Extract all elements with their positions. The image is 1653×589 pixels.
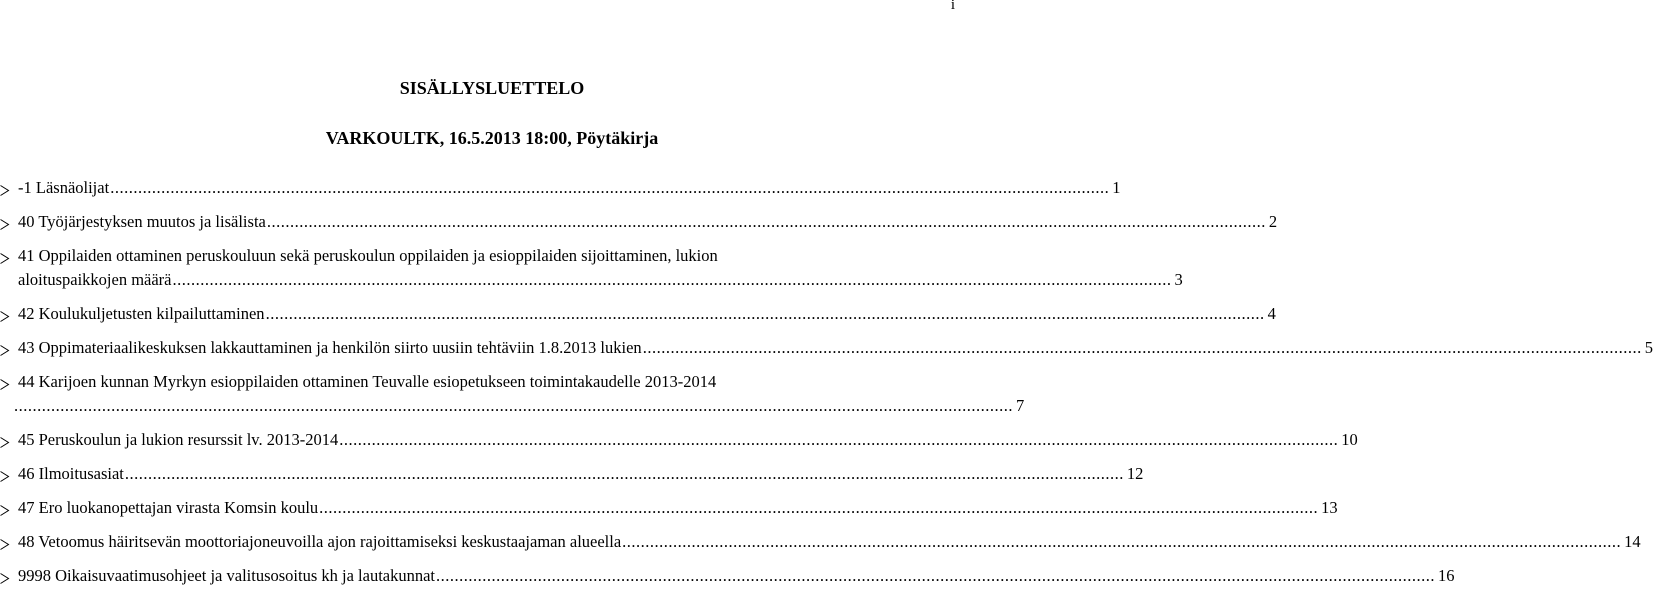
toc-entry-page: 3 — [1174, 270, 1183, 289]
toc-entry-text-line1: 41 Oppilaiden ottaminen peruskouluun sekä peruskoulun oppilaiden ja esioppilaiden sijoittaminen, lukion — [18, 246, 718, 265]
toc-entry-text: aloituspaikkojen määrä — [18, 270, 172, 289]
toc-entry[interactable]: 41 Oppilaiden ottaminen peruskouluun sekä peruskoulun oppilaiden ja esioppilaiden sijoittaminen, lukion aloituspaikkojen määrä ........................................................................................................................................................................................................................ 3 — [0, 244, 959, 292]
toc-entry[interactable]: 47 Ero luokanopettajan virasta Komsin koulu ........................................................................................................................................................................................................................ 13 — [0, 496, 959, 520]
toc-entry-page: 1 — [1112, 178, 1121, 197]
toc-entry[interactable]: 44 Karijoen kunnan Myrkyn esioppilaiden ottaminen Teuvalle esiopetukseen toimintakaudelle 2013-2014 ........................................................................................................................................................................................................................ 7 — [0, 370, 959, 418]
toc-entry-page: 13 — [1321, 498, 1338, 517]
toc-entry[interactable]: 40 Työjärjestyksen muutos ja lisälista ........................................................................................................................................................................................................................ 2 — [0, 210, 959, 234]
toc-entry-text: 45 Peruskoulun ja lukion resurssit lv. 2013-2014 — [18, 430, 339, 449]
meeting-subtitle: VARKOULTK, 16.5.2013 18:00, Pöytäkirja — [325, 128, 659, 148]
table-of-contents — [0, 176, 1653, 588]
toc-entry-text: 42 Koulukuljetusten kilpailuttaminen — [18, 304, 265, 323]
toc-entry-page: 4 — [1267, 304, 1276, 323]
toc-entry-text: 47 Ero luokanopettajan virasta Komsin koulu — [18, 498, 319, 517]
toc-entry-page: 16 — [1438, 566, 1455, 585]
toc-entry-text: 40 Työjärjestyksen muutos ja lisälista — [18, 212, 266, 231]
toc-entry-page: 14 — [1624, 532, 1641, 551]
toc-entry-page: 10 — [1341, 430, 1358, 449]
toc-entry-text: -1 Läsnäolijat — [18, 178, 110, 197]
toc-entry-page: 5 — [1644, 338, 1653, 357]
toc-entry-page: 7 — [1016, 396, 1025, 415]
toc-entry-page: 2 — [1268, 212, 1278, 231]
toc-entry-page: 12 — [1126, 464, 1144, 483]
toc-title: SISÄLLYSLUETTELO — [399, 78, 585, 98]
page-number: i — [950, 0, 955, 13]
toc-entry-text: 48 Vetoomus häiritsevän moottoriajoneuvoilla ajon rajoittamiseksi keskustaajaman alueella — [18, 532, 622, 551]
toc-entry[interactable]: 42 Koulukuljetusten kilpailuttaminen ........................................................................................................................................................................................................................ 4 — [0, 302, 959, 326]
toc-entry-text: 46 Ilmoitusasiat — [18, 464, 124, 483]
toc-entry-text: 43 Oppimateriaalikeskuksen lakkauttaminen ja henkilön siirto uusiin tehtäviin 1.8.2013 lukien — [18, 338, 642, 357]
toc-entry[interactable]: 48 Vetoomus häiritsevän moottoriajoneuvoilla ajon rajoittamiseksi keskustaajaman alueella ........................................................................................................................................................................................................................ 14 — [0, 530, 959, 554]
toc-entry[interactable]: 45 Peruskoulun ja lukion resurssit lv. 2013-2014 ........................................................................................................................................................................................................................ 10 — [0, 428, 959, 452]
toc-entry[interactable]: 9998 Oikaisuvaatimusohjeet ja valitusosoitus kh ja lautakunnat ........................................................................................................................................................................................................................ 16 — [0, 564, 959, 588]
toc-entry-text: 9998 Oikaisuvaatimusohjeet ja valitusosoitus kh ja lautakunnat — [18, 566, 436, 585]
toc-entry-text-line1: 44 Karijoen kunnan Myrkyn esioppilaiden ottaminen Teuvalle esiopetukseen toimintakaudelle 2013-2014 — [18, 372, 717, 391]
toc-entry[interactable]: 46 Ilmoitusasiat ........................................................................................................................................................................................................................ 12 — [0, 462, 959, 486]
toc-entry[interactable]: -1 Läsnäolijat ........................................................................................................................................................................................................................ 1 — [0, 176, 959, 200]
toc-entry[interactable]: 43 Oppimateriaalikeskuksen lakkauttaminen ja henkilön siirto uusiin tehtäviin 1.8.2013 lukien ........................................................................................................................................................................................................................ 5 — [0, 336, 959, 360]
